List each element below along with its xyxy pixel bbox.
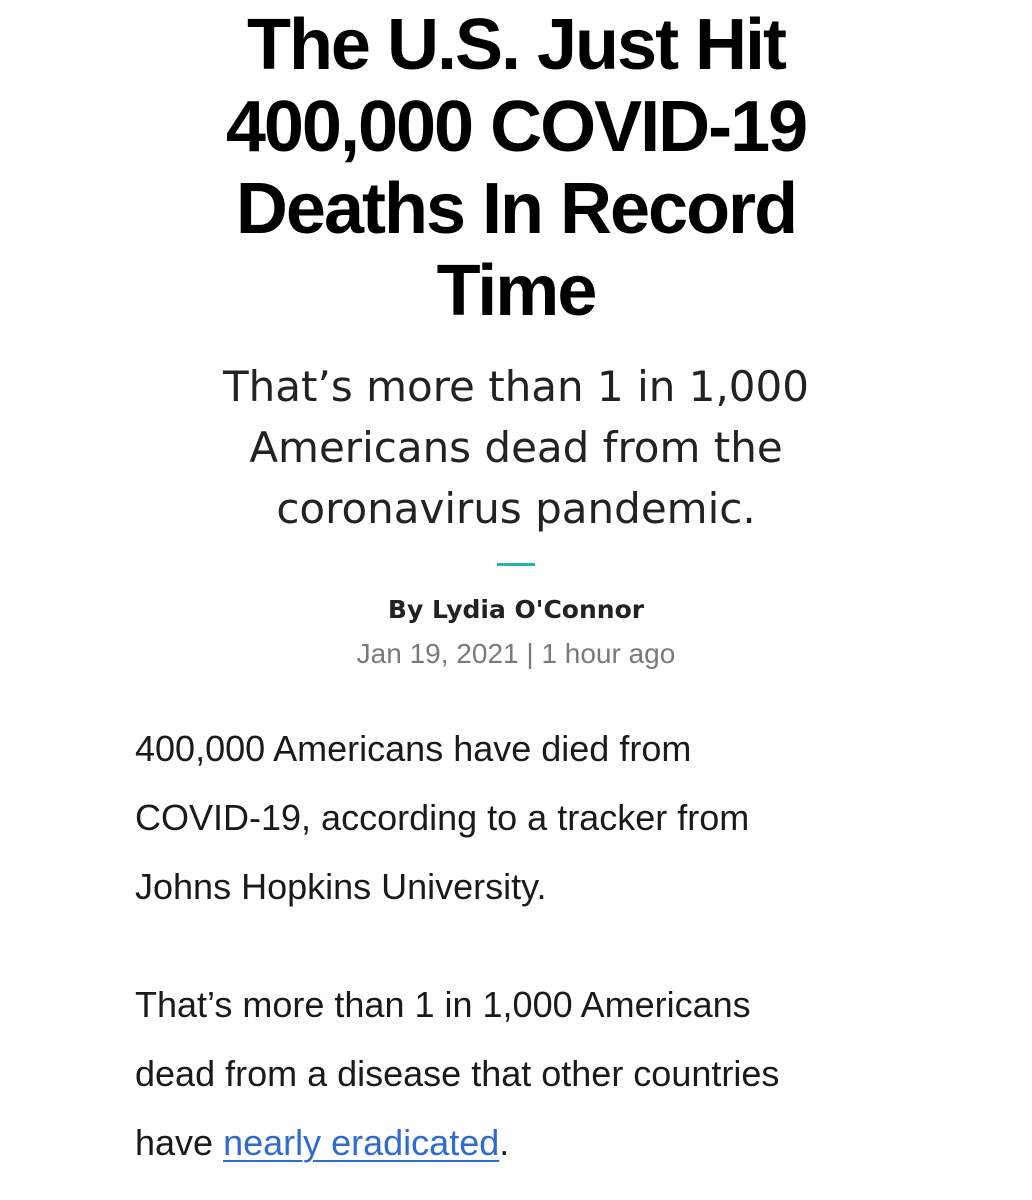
- nearly-eradicated-link[interactable]: nearly eradicated: [223, 1122, 500, 1163]
- headline-line: 400,000 COVID-19: [225, 87, 807, 167]
- subheadline-line: coronavirus pandemic.: [276, 484, 756, 533]
- subheadline-line: Americans dead from the: [249, 423, 783, 472]
- paragraph-line: That’s more than 1 in 1,000 Americans: [135, 984, 751, 1025]
- subheadline-line: That’s more than 1 in 1,000: [223, 362, 809, 411]
- paragraph-line: COVID-19, according to a tracker from: [135, 797, 750, 838]
- paragraph-line: Johns Hopkins University.: [135, 866, 547, 907]
- subheadline: [150, 356, 882, 539]
- headline-line: Time: [436, 251, 596, 331]
- publish-dateline: [0, 634, 1032, 674]
- headline-line: Deaths In Record: [235, 169, 797, 249]
- body-paragraph-1: [135, 714, 895, 921]
- body-paragraph-2: [135, 970, 895, 1177]
- paragraph-line-prefix: have: [135, 1122, 224, 1163]
- headline-line: The U.S. Just Hit: [246, 5, 786, 85]
- publish-date: Jan 19, 2021: [356, 638, 519, 669]
- paragraph-line: 400,000 Americans have died from: [135, 728, 692, 769]
- author-byline[interactable]: By Lydia O'Connor: [387, 595, 645, 624]
- accent-divider: [497, 563, 535, 566]
- paragraph-line-suffix: .: [499, 1122, 510, 1163]
- paragraph-line: dead from a disease that other countries: [135, 1053, 780, 1094]
- time-ago: 1 hour ago: [541, 638, 676, 669]
- date-separator: |: [518, 638, 542, 669]
- headline: [120, 4, 912, 332]
